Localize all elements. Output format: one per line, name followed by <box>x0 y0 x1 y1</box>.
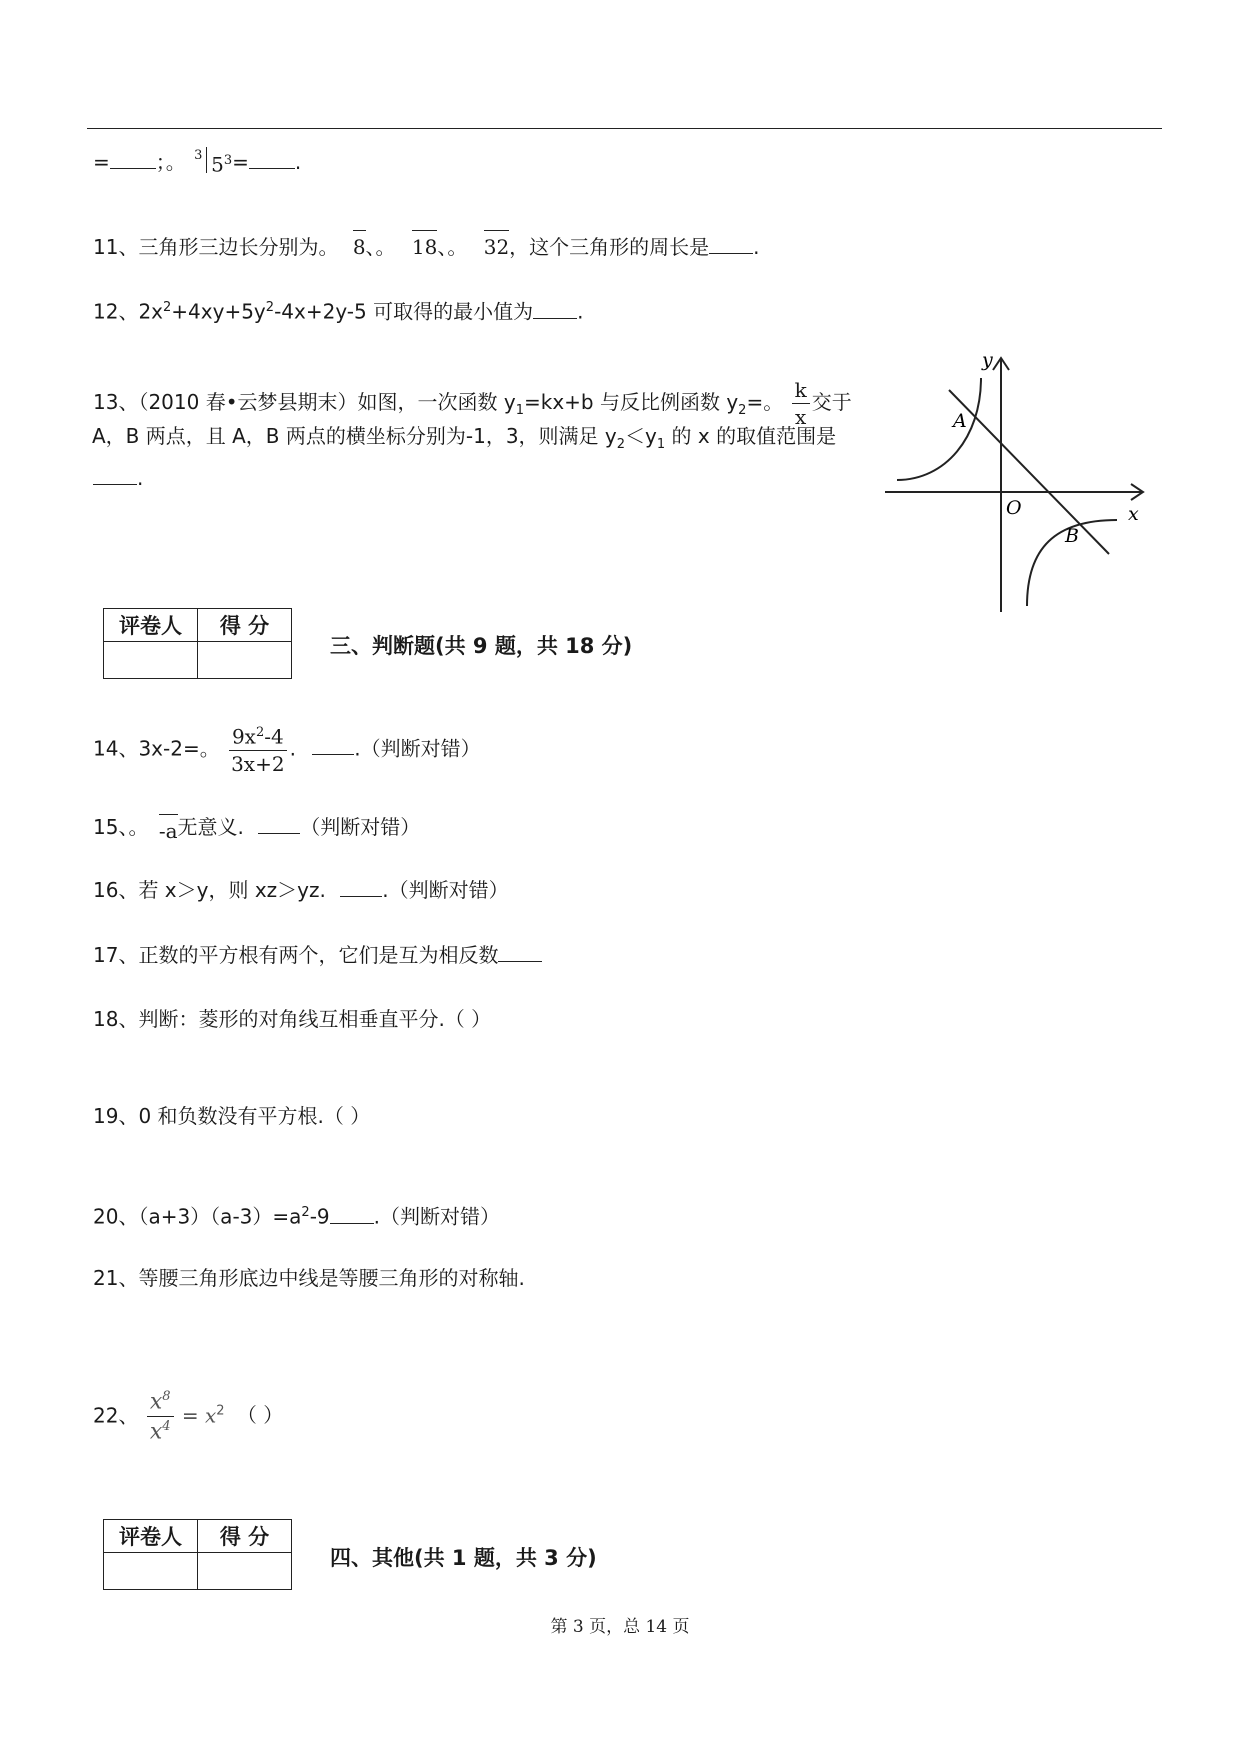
question-text: 16、若 x＞y，则 xz＞yz. <box>93 878 326 902</box>
question-17 <box>93 940 542 970</box>
numerator: -4 <box>264 724 284 749</box>
denominator: x <box>149 1419 163 1445</box>
question-text: 14、3x-2= <box>93 736 200 761</box>
right-hand-side: x <box>205 1403 217 1428</box>
score-header: 得 分 <box>198 609 292 642</box>
question-text: 11、三角形三边长分别为 <box>93 235 319 259</box>
separator: ； <box>155 150 166 174</box>
question-12 <box>93 293 583 327</box>
score-box <box>103 1519 292 1590</box>
answer-blank[interactable] <box>533 318 577 319</box>
question-text: 19、0 和负数没有平方根.（ ） <box>93 1104 371 1128</box>
question-15 <box>93 810 420 842</box>
question-text: =kx+b 与反比例函数 y <box>523 390 739 414</box>
question-16 <box>93 875 509 905</box>
exponent: 2 <box>301 1205 310 1220</box>
question-text: 18、判断：菱形的对角线互相垂直平分.（ ） <box>93 1007 492 1031</box>
grader-cell[interactable] <box>104 1553 198 1590</box>
subscript: 1 <box>656 437 666 452</box>
grader-header: 评卷人 <box>104 1520 198 1553</box>
question-text: -9 <box>309 1204 330 1229</box>
question-hint: .（判断对错） <box>382 878 509 902</box>
question-22 <box>93 1390 283 1444</box>
answer-blank[interactable] <box>249 168 295 169</box>
answer-blank[interactable] <box>258 833 300 834</box>
question-21 <box>93 1263 525 1293</box>
score-cell[interactable] <box>198 642 292 679</box>
exponent: 3 <box>223 153 233 169</box>
placeholder-dot: 。 <box>447 235 468 259</box>
placeholder-dot: 。 <box>318 235 339 259</box>
answer-blank[interactable] <box>330 1223 374 1224</box>
period: . <box>294 150 302 174</box>
y-axis-label: y <box>982 349 993 371</box>
grader-cell[interactable] <box>104 642 198 679</box>
question-13-line-2 <box>93 421 836 460</box>
exponent: 2 <box>163 300 172 315</box>
question-19 <box>93 1101 370 1131</box>
equals-sign: = <box>232 150 249 174</box>
point-a-label: A <box>953 410 967 432</box>
function-graph <box>885 348 1150 613</box>
point-b-label: B <box>1065 525 1079 547</box>
placeholder-dot: 。 <box>375 235 396 259</box>
answer-parentheses: （ ） <box>236 1403 284 1428</box>
question-hint: .（判断对错） <box>373 1204 500 1229</box>
question-text: 22、 <box>93 1403 139 1428</box>
question-hint: .（判断对错） <box>354 736 481 761</box>
subscript: 2 <box>738 403 747 418</box>
cube-root-expression <box>192 147 232 180</box>
placeholder-dot: 。 <box>128 815 149 839</box>
question-text: 12、2x <box>93 299 164 324</box>
fraction-x8-over-x4 <box>147 1390 174 1444</box>
exponent: 2 <box>265 300 275 315</box>
question-13-line-1 <box>93 380 852 427</box>
question-text: 15、 <box>93 815 129 839</box>
question-text: +4xy+5y <box>171 299 266 324</box>
question-text: A，B 两点，且 A，B 两点的横坐标分别为-1，3，则满足 y <box>92 424 617 448</box>
separator: 、 <box>437 235 448 259</box>
question-text: ＜y <box>625 424 657 448</box>
score-cell[interactable] <box>198 1553 292 1590</box>
score-header: 得 分 <box>198 1520 292 1553</box>
section-4-title: 四、其他(共 1 题，共 3 分) <box>330 1546 597 1570</box>
page-footer: 第 3 页，总 14 页 <box>550 1617 690 1637</box>
question-text: -4x+2y-5 可取得的最小值为 <box>274 299 534 324</box>
equals-sign: = <box>746 390 764 414</box>
sqrt-radicand: -a <box>159 814 178 846</box>
answer-blank[interactable] <box>110 168 156 169</box>
grader-header: 评卷人 <box>104 609 198 642</box>
question-text: 的 x 的取值范围是 <box>665 424 837 448</box>
placeholder-dot: 。 <box>763 390 784 414</box>
origin-label: O <box>1006 497 1022 519</box>
answer-blank[interactable] <box>709 253 753 254</box>
question-text: 交于 <box>811 390 852 414</box>
root-index: 3 <box>194 148 203 164</box>
equals-sign: = <box>93 150 110 174</box>
question-text: 无意义. <box>177 815 244 839</box>
linear-function-line <box>949 390 1109 554</box>
question-text: 13、（2010 春•云梦县期末）如图，一次函数 y <box>93 390 516 414</box>
radicand: 5 <box>211 152 224 177</box>
question-text: 17、正数的平方根有两个，它们是互为相反数 <box>93 943 499 967</box>
question-hint: （判断对错） <box>300 815 421 839</box>
separator: 、 <box>365 235 376 259</box>
numerator: x <box>149 1389 163 1415</box>
exponent: 2 <box>255 725 265 740</box>
exponent: 8 <box>162 1389 171 1404</box>
question-text: 21、等腰三角形底边中线是等腰三角形的对称轴. <box>93 1266 525 1290</box>
period: . <box>577 299 584 324</box>
answer-blank[interactable] <box>312 754 354 755</box>
answer-blank[interactable] <box>93 484 137 485</box>
equals-sign: = <box>181 1403 205 1428</box>
period: . <box>137 466 144 490</box>
section-3-title: 三、判断题(共 9 题，共 18 分) <box>330 634 633 658</box>
answer-blank[interactable] <box>340 896 382 897</box>
x-axis-label: x <box>1128 503 1139 525</box>
subscript: 2 <box>616 437 626 452</box>
exponent: 4 <box>162 1419 171 1435</box>
hyperbola-branch-upper <box>897 378 981 480</box>
subscript: 1 <box>515 403 524 418</box>
period: . <box>289 736 296 761</box>
placeholder-dot: 。 <box>165 150 186 174</box>
question-text: 20、（a+3）（a-3）=a <box>93 1204 302 1229</box>
question-10-tail <box>93 147 301 180</box>
fraction-k-over-x: $\frac{k}{x}$ <box>792 380 810 427</box>
header-rule <box>87 128 1162 129</box>
numerator: 9x <box>231 724 256 749</box>
sqrt-radicand: 8 <box>353 230 366 262</box>
denominator: 3x+2 <box>231 751 285 776</box>
sqrt-radicand: 32 <box>484 230 509 262</box>
placeholder-dot: 。 <box>199 736 220 761</box>
sqrt-radicand: 18 <box>412 230 437 262</box>
question-18 <box>93 1004 491 1034</box>
answer-blank[interactable] <box>498 961 542 962</box>
period: . <box>753 235 760 259</box>
question-14 <box>93 726 481 774</box>
question-text: ，这个三角形的周长是 <box>509 235 710 259</box>
fraction-expression <box>228 726 288 774</box>
exponent: 2 <box>216 1403 225 1419</box>
question-11 <box>93 230 760 262</box>
score-box <box>103 608 292 679</box>
question-13-line-3 <box>93 463 143 493</box>
question-20 <box>93 1198 500 1232</box>
